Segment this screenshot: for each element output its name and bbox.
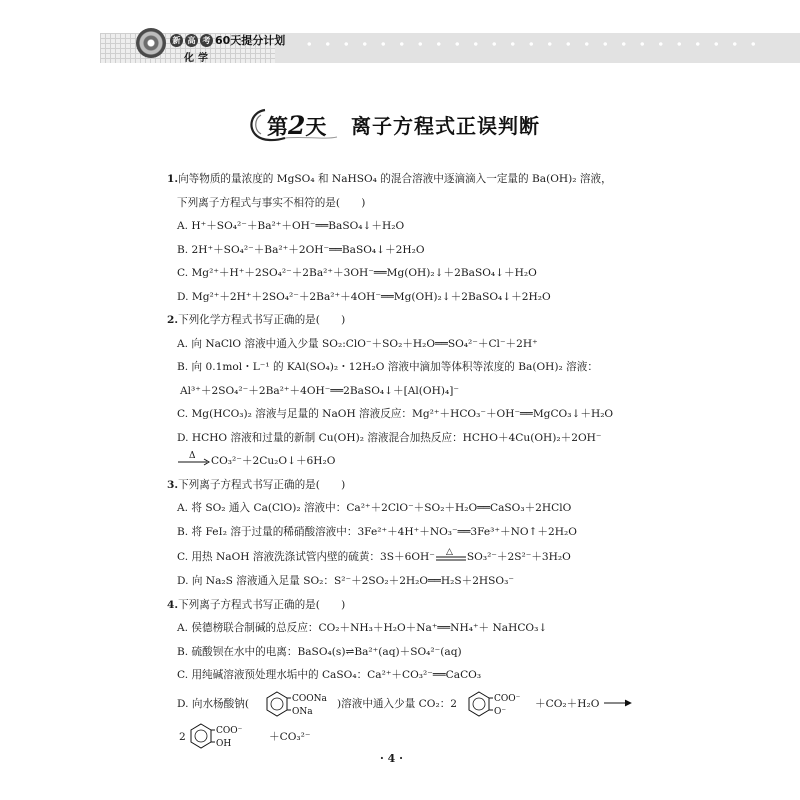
salicylate-dianion-structure-icon xyxy=(467,690,525,718)
question-4-option-a: A. 侯德榜联合制碱的总反应：CO₂＋NH₃＋H₂O＋Na⁺══NH₄⁺＋ NaHCO₃↓ xyxy=(177,622,548,634)
cd-disc-icon xyxy=(136,28,166,58)
question-2-option-d-cont: Δ CO₃²⁻＋2Cu₂O↓＋6H₂O xyxy=(167,450,637,474)
svg-text:Δ: Δ xyxy=(189,451,196,461)
question-1-option-c: C. Mg²⁺＋H⁺＋2SO₄²⁻＋2Ba²⁺＋3OH⁻══Mg(OH)₂↓＋2BaSO₄↓＋H₂O xyxy=(177,267,537,279)
heat-equals-icon xyxy=(435,547,467,563)
lesson-title-row xyxy=(245,106,540,142)
svg-text:COO⁻: COO⁻ xyxy=(216,725,243,736)
svg-text:O⁻: O⁻ xyxy=(494,706,507,717)
page-number: · 4 · xyxy=(380,752,403,765)
question-2-option-c: C. Mg(HCO₃)₂ 溶液与足量的 NaOH 溶液反应：Mg²⁺＋HCO₃⁻＋OH⁻══MgCO₃↓＋H₂O xyxy=(177,408,614,420)
lesson-title: 离子方程式正误判断 xyxy=(351,113,540,138)
series-tail: 60天提分计划 xyxy=(215,34,286,47)
svg-text:ONa: ONa xyxy=(292,706,313,717)
question-2-stem: 2.下列化学方程式书写正确的是( ) xyxy=(167,314,346,326)
page-header xyxy=(0,0,800,70)
question-1-stem-cont: 下列离子方程式与事实不相符的是( ) xyxy=(177,196,366,209)
question-4-option-d-cont: 2 COO⁻ OH ＋CO₃²⁻ xyxy=(167,720,637,754)
question-3-option-d: D. 向 Na₂S 溶液通入足量 SO₂：S²⁻＋2SO₂＋2H₂O══H₂S＋2HSO₃⁻ xyxy=(177,575,514,587)
svg-text:△: △ xyxy=(445,547,453,557)
question-2-option-d: D. HCHO 溶液和过量的新制 Cu(OH)₂ 溶液混合加热反应：HCHO＋4Cu(OH)₂＋2OH⁻ xyxy=(177,431,602,444)
header-dot-strip xyxy=(300,42,770,46)
svg-text:COO⁻: COO⁻ xyxy=(494,693,521,704)
series-circle: 高 xyxy=(185,34,198,47)
question-3-stem: 3.下列离子方程式书写正确的是( ) xyxy=(167,478,346,491)
heat-arrow-icon xyxy=(177,451,211,467)
series-circle: 新 xyxy=(170,34,183,47)
question-1-stem: 1.向等物质的量浓度的 MgSO₄ 和 NaHSO₄ 的混合溶液中逐滴滴入一定量的 Ba(OH)₂ 溶液， xyxy=(167,173,612,185)
question-2-option-b-cont: Al³⁺＋2SO₄²⁻＋2Ba²⁺＋4OH⁻══2BaSO₄↓＋[Al(OH)₄]⁻ xyxy=(180,384,459,397)
day-label: 第2天 xyxy=(267,111,327,140)
question-1-option-a: A. H⁺＋SO₄²⁻＋Ba²⁺＋OH⁻══BaSO₄↓＋H₂O xyxy=(177,220,405,232)
question-list xyxy=(167,168,637,754)
question-4-option-b: B. 硫酸钡在水中的电离：BaSO₄(s)⇌Ba²⁺(aq)＋SO₄²⁻(aq) xyxy=(177,645,462,658)
question-2-option-b: B. 向 0.1mol・L⁻¹ 的 KAl(SO₄)₂・12H₂O 溶液中滴加等体积等浓度的 Ba(OH)₂ 溶液： xyxy=(177,361,598,373)
day-badge xyxy=(245,106,343,142)
question-4-option-d: D. 向水杨酸钠( COONa ONa )溶液中通入少量 CO₂：2 COO⁻ O⁻ ＋CO₂＋H₂O xyxy=(167,688,637,720)
question-1-option-b: B. 2H⁺＋SO₄²⁻＋Ba²⁺＋2OH⁻══BaSO₄↓＋2H₂O xyxy=(177,243,425,256)
subject-label: 化学 xyxy=(184,53,212,64)
series-circle: 考 xyxy=(200,34,213,47)
series-name xyxy=(170,33,285,47)
question-3-option-c: C. 用热 NaOH 溶液洗涤试管内壁的硫黄：3S＋6OH⁻ △ SO₃²⁻＋2S²⁻＋3H₂O xyxy=(177,547,571,563)
question-4-option-c: C. 用纯碱溶液预处理水垢中的 CaSO₄：Ca²⁺＋CO₃²⁻══CaCO₃ xyxy=(177,669,482,681)
svg-text:COONa: COONa xyxy=(292,693,327,704)
question-4-stem: 4.下列离子方程式书写正确的是( ) xyxy=(167,598,346,611)
svg-text:OH: OH xyxy=(216,738,232,749)
question-2-option-a: A. 向 NaClO 溶液中通入少量 SO₂:ClO⁻＋SO₂＋H₂O══SO₄²⁻＋Cl⁻＋2H⁺ xyxy=(177,337,538,350)
question-3-option-a: A. 将 SO₂ 通入 Ca(ClO)₂ 溶液中：Ca²⁺＋2ClO⁻＋SO₂＋H₂O══CaSO₃＋2HClO xyxy=(177,502,572,514)
question-3-option-b: B. 将 FeI₂ 溶于过量的稀硝酸溶液中：3Fe²⁺＋4H⁺＋NO₃⁻══3Fe³⁺＋NO↑＋2H₂O xyxy=(177,525,577,538)
salicylate-anion-structure-icon xyxy=(189,722,261,752)
sodium-salicylate-structure-icon xyxy=(265,690,333,718)
reaction-arrow-icon xyxy=(603,698,633,708)
question-1-option-d: D. Mg²⁺＋2H⁺＋2SO₄²⁻＋2Ba²⁺＋4OH⁻══Mg(OH)₂↓＋2BaSO₄↓＋2H₂O xyxy=(177,290,551,303)
